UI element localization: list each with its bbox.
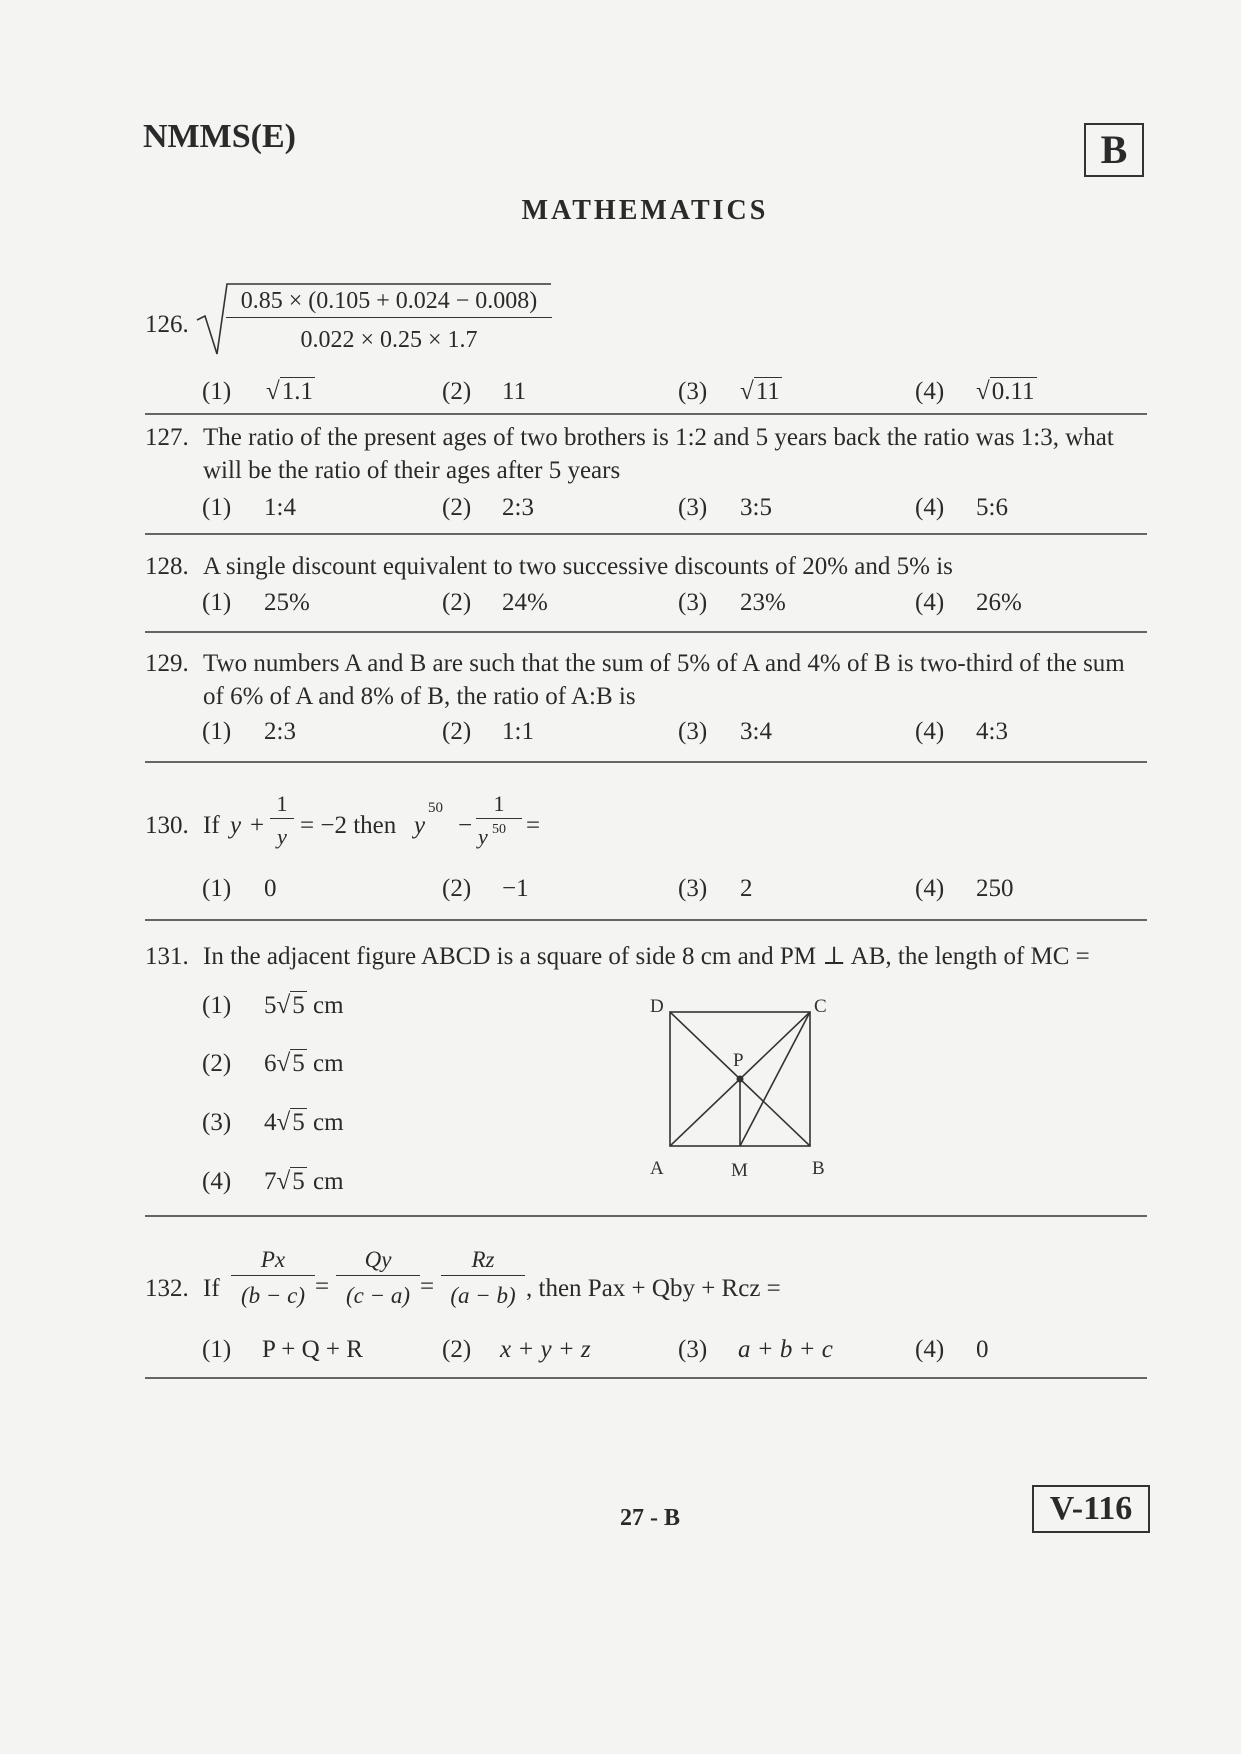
frac2-den: (c − a)	[345, 1283, 411, 1308]
option-label: (3)	[678, 1336, 708, 1363]
option-label: (1)	[202, 992, 232, 1019]
label-c: C	[814, 996, 827, 1017]
segment-mc	[740, 1012, 810, 1146]
question-number: 130.	[145, 812, 189, 839]
option-value: 7√5 cm	[264, 1168, 344, 1195]
equals-sign: =	[526, 812, 541, 839]
frac-num: 1	[476, 790, 522, 819]
option-label: (1)	[202, 718, 232, 745]
option-value: 250	[976, 875, 1014, 902]
option-label: (3)	[678, 718, 708, 745]
label-d: D	[650, 996, 664, 1017]
option-value: 26%	[976, 589, 1022, 616]
frac3-num: Rz	[441, 1245, 525, 1276]
exam-code: NMMS(E)	[143, 118, 296, 155]
option-value: 5:6	[976, 494, 1008, 521]
option-value: 23%	[740, 589, 786, 616]
option-value: 2	[740, 875, 753, 902]
fraction-denominator: 0.022 × 0.25 × 1.7	[300, 327, 478, 353]
exponent: 50	[492, 822, 506, 837]
question-number: 126.	[145, 311, 189, 338]
option-label: (1)	[202, 589, 232, 616]
if-word: If	[203, 812, 220, 839]
question-number: 128.	[145, 553, 189, 580]
question-text: will be the ratio of their ages after 5 years	[203, 457, 621, 484]
option-label: (3)	[678, 589, 708, 616]
question-number: 131.	[145, 943, 189, 970]
exponent: 50	[428, 800, 443, 816]
option-label: (2)	[442, 589, 472, 616]
option-value: 6√5 cm	[264, 1050, 344, 1077]
equals-sign: =	[420, 1273, 435, 1300]
page-number: 27 - B	[620, 1505, 680, 1531]
option-value: 24%	[502, 589, 548, 616]
option-value: 0	[976, 1336, 989, 1363]
option-label: (2)	[442, 378, 472, 405]
question-text: In the adjacent figure ABCD is a square of side 8 cm and PM ⊥ AB, the length of MC =	[203, 943, 1090, 970]
option-value: √0.11	[976, 378, 1035, 405]
option-value: 4√5 cm	[264, 1109, 344, 1136]
question-text: of 6% of A and 8% of B, the ratio of A:B is	[203, 683, 636, 710]
option-label: (2)	[442, 494, 472, 521]
option-value: a + b + c	[738, 1336, 833, 1363]
option-label: (4)	[202, 1168, 232, 1195]
point-p	[737, 1076, 744, 1083]
option-value: P + Q + R	[262, 1336, 363, 1363]
option-label: (1)	[202, 378, 232, 405]
option-value: √1.1	[266, 378, 313, 405]
option-label: (2)	[442, 875, 472, 902]
option-label: (3)	[678, 875, 708, 902]
option-label: (3)	[202, 1109, 232, 1136]
frac2-num: Qy	[336, 1245, 420, 1276]
option-label: (3)	[678, 378, 708, 405]
divider	[145, 1377, 1147, 1379]
label-b: B	[812, 1158, 825, 1179]
option-value: 25%	[264, 589, 310, 616]
question-number: 132.	[145, 1275, 189, 1302]
question-number: 127.	[145, 424, 189, 451]
if-word: If	[203, 1275, 220, 1302]
plus-sign: +	[250, 812, 265, 839]
eq-rhs: = −2 then	[300, 812, 397, 839]
option-label: (4)	[915, 494, 945, 521]
option-label: (3)	[678, 494, 708, 521]
option-value: √11	[740, 378, 780, 405]
divider	[145, 413, 1147, 415]
var-y: y	[414, 812, 426, 839]
option-label: (1)	[202, 1336, 232, 1363]
option-label: (4)	[915, 589, 945, 616]
frac1-num: Px	[231, 1245, 315, 1276]
var-y: y	[230, 812, 242, 839]
option-value: 3:5	[740, 494, 772, 521]
option-value: 2:3	[264, 718, 296, 745]
booklet-code: V-116	[1032, 1485, 1150, 1533]
minus-sign: −	[458, 812, 473, 839]
divider	[145, 761, 1147, 763]
option-value: 4:3	[976, 718, 1008, 745]
option-value: −1	[502, 875, 529, 902]
option-value: 1:4	[264, 494, 296, 521]
option-label: (2)	[202, 1050, 232, 1077]
option-value: 0	[264, 875, 277, 902]
label-p: P	[733, 1050, 744, 1071]
option-label: (2)	[442, 718, 472, 745]
question-text: A single discount equivalent to two successive discounts of 20% and 5% is	[203, 553, 953, 580]
option-label: (4)	[915, 875, 945, 902]
label-m: M	[731, 1160, 748, 1180]
option-label: (1)	[202, 494, 232, 521]
frac1-den: (b − c)	[240, 1283, 306, 1308]
option-label: (4)	[915, 1336, 945, 1363]
divider	[145, 631, 1147, 633]
option-value: 11	[502, 378, 527, 405]
set-badge: B	[1084, 123, 1144, 177]
square-figure	[640, 990, 860, 1180]
option-value: 1:1	[502, 718, 534, 745]
option-value: 5√5 cm	[264, 992, 344, 1019]
option-value: 2:3	[502, 494, 534, 521]
equals-sign: =	[315, 1273, 330, 1300]
divider	[145, 919, 1147, 921]
frac3-den: (a − b)	[450, 1283, 516, 1308]
option-label: (1)	[202, 875, 232, 902]
fraction-numerator: 0.85 × (0.105 + 0.024 − 0.008)	[226, 285, 552, 318]
question-tail: , then Pax + Qby + Rcz =	[526, 1275, 781, 1302]
question-text: The ratio of the present ages of two brothers is 1:2 and 5 years back the ratio was 1:3, what	[203, 424, 1114, 451]
option-label: (4)	[915, 718, 945, 745]
frac-num: 1	[270, 790, 294, 819]
option-label: (2)	[442, 1336, 472, 1363]
label-a: A	[650, 1158, 664, 1179]
divider	[145, 1215, 1147, 1217]
question-text: Two numbers A and B are such that the sum of 5% of A and 4% of B is two-third of the sum	[203, 650, 1125, 677]
frac-den: y	[277, 824, 287, 849]
divider	[145, 533, 1147, 535]
option-value: 3:4	[740, 718, 772, 745]
frac-den-base: y	[478, 824, 488, 849]
question-number: 129.	[145, 650, 189, 677]
option-value: x + y + z	[500, 1336, 591, 1363]
option-label: (4)	[915, 378, 945, 405]
subject-title: MATHEMATICS	[521, 195, 769, 226]
